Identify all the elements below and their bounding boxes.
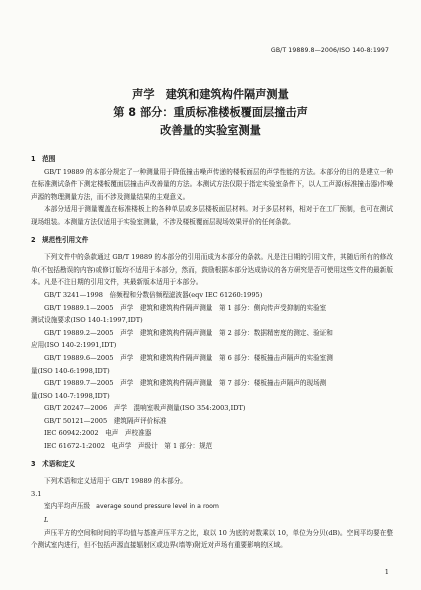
title-line-3: 改善量的实验室测量 bbox=[160, 124, 261, 137]
title-line-2: 第 8 部分：重质标准楼板覆面层撞击声 bbox=[113, 106, 308, 119]
reference-item: GB/T 19889.6—2005 声学 建筑和建筑构件隔声测量 第 6 部分：楼板撞击声隔声的实验室测 bbox=[44, 353, 333, 362]
reference-item: IEC 60942:2002 电声 声校准器 bbox=[44, 429, 152, 438]
term-number: 3.1 bbox=[31, 489, 42, 498]
reference-item-continuation: 应用(ISO 140-2:1991,IDT) bbox=[31, 341, 117, 350]
reference-item-continuation: 测试设施要求(ISO 140-1:1997,IDT) bbox=[31, 316, 143, 325]
reference-item: IEC 61672-1:2002 电声学 声级计 第 1 部分：规范 bbox=[44, 442, 213, 451]
term-definition: 声压平方的空间和时间的平均值与基准声压平方之比，取以 10 为底的对数乘以 10，单位为分贝(dB)。空间平均要在整个测试室内进行，但不包括声源直接辐射区或边界(墙等)附近对声场有重要影响的区域。 bbox=[31, 528, 393, 550]
section-heading-scope: 1 范围 bbox=[31, 155, 56, 163]
term-name bbox=[31, 500, 393, 514]
reference-item: GB/T 19889.7—2005 声学 建筑和建筑构件隔声测量 第 7 部分：楼板撞击声隔声的现场测 bbox=[44, 379, 327, 388]
reference-item: GB/T 19889.1—2005 声学 建筑和建筑构件隔声测量 第 1 部分：侧向传声受抑制的实验室 bbox=[44, 303, 327, 312]
page-number: 1 bbox=[384, 568, 389, 576]
reference-item-continuation: 量(ISO 140-7:1998,IDT) bbox=[31, 391, 110, 400]
terms-intro: 下列术语和定义适用于 GB/T 19889 的本部分。 bbox=[44, 477, 187, 486]
document-body bbox=[31, 153, 393, 552]
standard-id: GB/T 19889.8—2006/ISO 140-8:1997 bbox=[270, 47, 389, 54]
scope-paragraph-2: 本部分适用于测量覆盖在标准楼板上的各种单层或多层楼板面层材料。对于多层材料，相对于在工厂预制，也可在测试现场组装。本测量方法仅适用于实验室测量，不涉及楼板覆面层现场效果评价的任何条款。 bbox=[31, 205, 393, 226]
section-heading-terms: 3 术语和定义 bbox=[31, 459, 76, 468]
document-title bbox=[0, 86, 421, 140]
reference-item: GB/T 20247—2006 声学 混响室吸声测量(ISO 354:2003,IDT) bbox=[44, 404, 246, 413]
term-symbol: L bbox=[44, 516, 49, 525]
reference-item-continuation: 量(ISO 140-6:1998,IDT) bbox=[31, 366, 110, 375]
term-name-zh: 室内平均声压级 bbox=[44, 502, 91, 511]
title-line-1: 声学 建筑和建筑构件隔声测量 bbox=[132, 88, 289, 101]
reference-item: GB/T 3241—1998 倍频程和分数倍频程滤波器(eqv IEC 61260:1995) bbox=[44, 290, 263, 299]
scope-paragraph-1: GB/T 19889 的本部分规定了一种测量用于降低撞击噪声传递的楼板面层的声学性能的方法。本部分的目的是建立一种在标准测试条件下测定楼板覆面层撞击声改善量的方法。本测试方法仅限于指定实验室条件下，以人工声源(标准撞击器)作噪声源的物理测量方法，而不涉及测量结果的主观意义。 bbox=[31, 167, 393, 201]
section-heading-normative-references: 2 规范性引用文件 bbox=[31, 235, 89, 244]
reference-item: GB/T 50121—2005 建筑隔声评价标准 bbox=[44, 416, 167, 425]
term-name-en: average sound pressure level in a room bbox=[96, 503, 219, 511]
references-intro: 下列文件中的条款通过 GB/T 19889 的本部分的引用而成为本部分的条款。凡是注日期的引用文件，其随后所有的修改单(不包括勘误的内容)或修订版均不适用于本部分，然而，鼓励根据本部分达成协议的各方研究是否可使用这些文件的最新版本。凡是不注日期的引用文件，其最新版本适用于本部分。 bbox=[31, 253, 393, 287]
reference-item: GB/T 19889.2—2005 声学 建筑和建筑构件隔声测量 第 2 部分：数据精密度的测定、验证和 bbox=[44, 328, 333, 337]
